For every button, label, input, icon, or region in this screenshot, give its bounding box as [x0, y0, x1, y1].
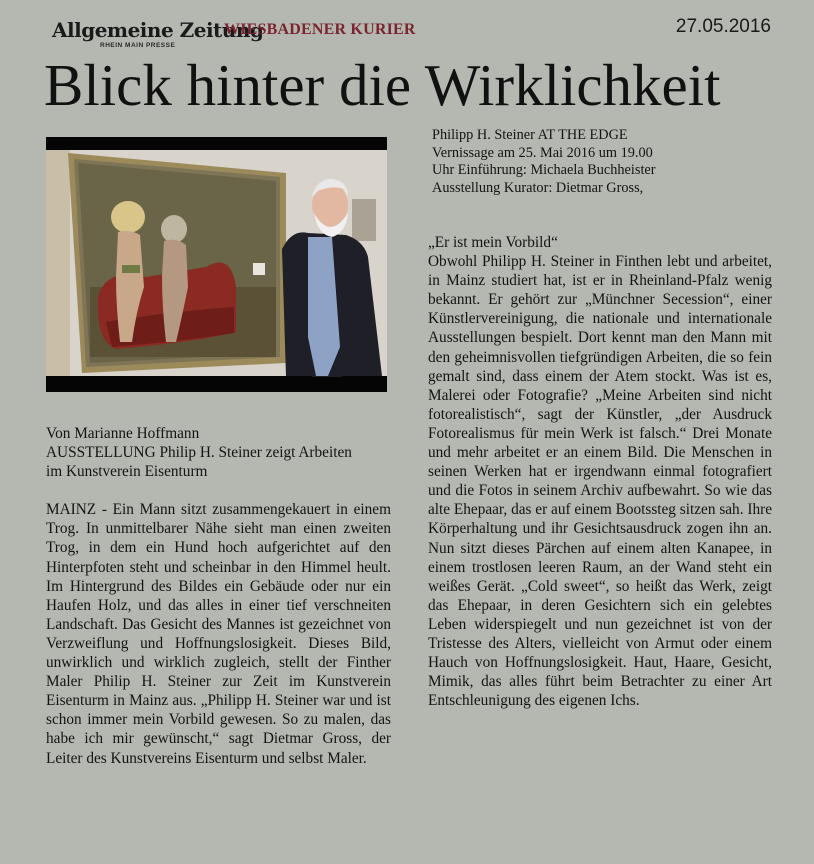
headline: Blick hinter die Wirklichkeit	[44, 52, 721, 118]
article-column-left	[46, 424, 391, 768]
artist-with-painting-photo	[46, 137, 387, 392]
body-paragraph-right: Obwohl Philipp H. Steiner in Finthen lebt und arbeitet, in Mainz studiert hat, ist er in Rheinland-Pfalz wenig bekannt. Er gehört zur „Münchner Secession“, einer Künstlervereinigung, die nationale und internationale Ausstellungen bespielt. Dort kennt man den Mann mit den geheimnisvollen tiefgründigen Arbeiten, die so fein gemalt sind, dass einem der Atem stockt. Was ist es, Malerei oder Fotografie? „Meine Arbeiten sind nicht fotorealistisch“, sagt der Künstler, „der Ausdruck Fotorealismus für mein Werk ist falsch.“ Drei Monate und mehr arbeitet er an einem Bild. Die Menschen in seinen Werken hat er irgendwann einmal fotografiert und die Fotos in seinem Archiv aufbewahrt. So wie das alte Ehepaar, das er auf einem Bootssteg sitzen sah. Ihre Körperhaltung und ihr Gesichtsausdruck zogen ihn an. Nun sitzt dieses Pärchen auf einem alten Kanapee, in einem trostlosen leeren Raum, an der Wand steht ein weißes Gerät. „Cold sweet“, so heißt das Werk, zeigt das Ehepaar, in deren Gesichtern sich ein gelebtes Leben widerspiegelt und nun gezeichnet ist von der Tristesse des Alters, vielleicht von Armut oder einem Hauch von Hoffnungslosigkeit. Haut, Haare, Gesicht, Mimik, das alles führt beim Betrachter zu einer Art Entschleunigung des eigenen Ichs.	[428, 253, 772, 710]
byline	[46, 424, 391, 481]
article-photo	[46, 137, 387, 392]
author: Von Marianne Hoffmann	[46, 425, 200, 442]
exhibition-title: Philipp H. Steiner AT THE EDGE	[432, 127, 628, 143]
article-column-right	[428, 233, 772, 710]
exhibition-vernissage: Vernissage am 25. Mai 2016 um 19.00	[432, 144, 653, 161]
rhein-main-presse-label: RHEIN MAIN PRESSE	[100, 42, 176, 49]
body-paragraph-left: MAINZ - Ein Mann sitzt zusammengekauert in einem Trog. In unmittelbarer Nähe sieht man einen zweiten Trog, in dem ein Hund hoch aufgerichtet auf den Hinterpfoten steht und scheinbar in den Himmel heult. Im Hintergrund des Bildes ein Gebäude oder nur ein Haufen Holz, und das alles in einer tief verschneiten Landschaft. Das Gesicht des Mannes ist gezeichnet von Verzweiflung und Hoffnungslosigkeit. Dieses Bild, unwirklich und wirklich zugleich, stellt der Finther Maler Philip H. Steiner zur Zeit im Kunstverein Eisenturm in Mainz aus. „Philipp H. Steiner war und ist schon immer mein Vorbild gewesen. So zu malen, das habe ich mir gewünscht,“ sagt Dietmar Gross, der Leiter des Kunstvereins Eisenturm und selbst Maler.	[46, 501, 391, 767]
wiesbadener-kurier-logo: WIESBADENER KURIER	[224, 21, 416, 38]
subtitle-line-2: im Kunstverein Eisenturm	[46, 463, 208, 481]
subtitle-line-1: AUSSTELLUNG Philip H. Steiner zeigt Arbeiten	[46, 444, 352, 462]
exhibition-introduction: Uhr Einführung: Michaela Buchheister	[432, 162, 656, 178]
exhibition-info	[432, 127, 772, 197]
section-heading: „Er ist mein Vorbild“	[428, 234, 558, 251]
publication-date: 27.05.2016	[675, 16, 771, 37]
exhibition-curator: Ausstellung Kurator: Dietmar Gross,	[432, 179, 644, 196]
allgemeine-zeitung-logo: Allgemeine Zeitung	[52, 18, 264, 42]
